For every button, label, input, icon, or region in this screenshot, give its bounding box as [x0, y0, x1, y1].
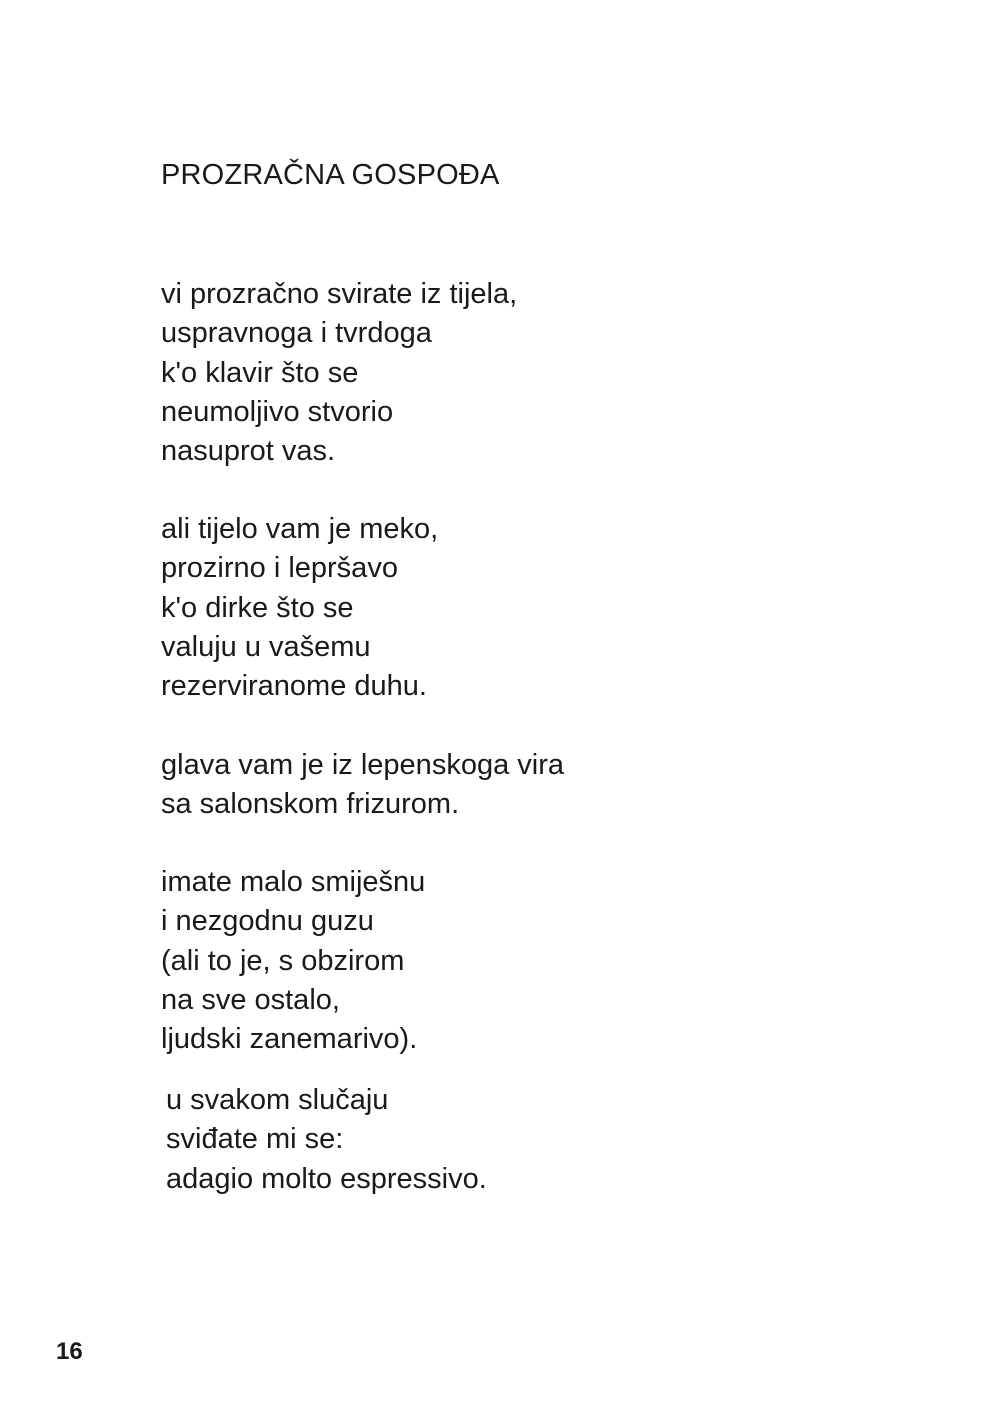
stanza-5	[166, 1081, 487, 1199]
stanza-1	[161, 275, 517, 471]
poem-line: imate malo smiješnu	[161, 866, 426, 898]
poem-line: vi prozračno svirate iz tijela,	[161, 278, 518, 310]
stanza-3	[161, 746, 564, 825]
poem-line: u svakom slučaju	[166, 1084, 389, 1116]
poem-line: neumoljivo stvorio	[161, 395, 394, 428]
poem-line: valuju u vašemu	[161, 630, 371, 663]
poem-line: rezerviranome duhu.	[161, 670, 427, 703]
page-number: 16	[56, 1338, 83, 1365]
poem-line: ljudski zanemarivo).	[161, 1023, 418, 1056]
poem-line: sviđate mi se:	[166, 1123, 344, 1156]
poem-line: adagio molto espressivo.	[166, 1162, 487, 1195]
poem-line: k'o klavir što se	[161, 356, 359, 389]
poem-line: ali tijelo vam je meko,	[161, 513, 439, 545]
poem-line: (ali to je, s obzirom	[161, 944, 405, 977]
poem-line: uspravnoga i tvrdoga	[161, 317, 432, 350]
poem-line: i nezgodnu guzu	[161, 905, 374, 938]
poem-line: nasuprot vas.	[161, 435, 336, 468]
poem-line: k'o dirke što se	[161, 591, 354, 624]
poem-line: glava vam je iz lepenskoga vira	[161, 749, 564, 781]
poem-line: sa salonskom frizurom.	[161, 788, 460, 821]
poem-line: na sve ostalo,	[161, 983, 340, 1016]
stanza-4	[161, 863, 425, 1059]
stanza-2	[161, 510, 438, 706]
poem-line: prozirno i lepršavo	[161, 552, 398, 585]
poem-title: PROZRAČNA GOSPOĐA	[161, 159, 500, 191]
